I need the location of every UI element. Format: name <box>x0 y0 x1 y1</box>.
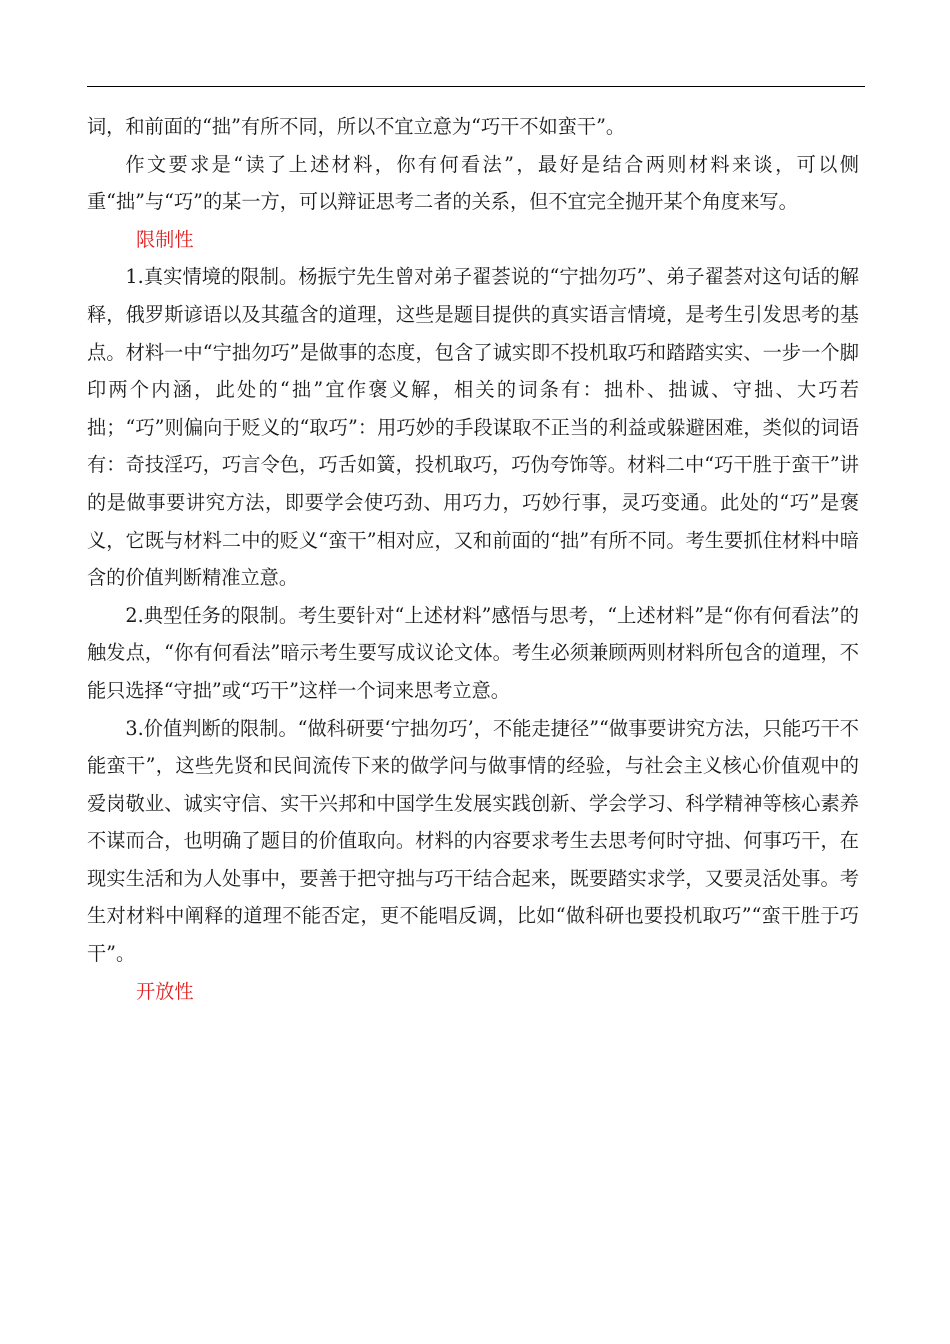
paragraph-writing-requirement: 作文要求是“读了上述材料，你有何看法”，最好是结合两则材料来谈，可以侧重“拙”与“巧”的某一方，可以辩证思考二者的关系，但不宜完全抛开某个角度来写。 <box>87 152 859 214</box>
paragraph-real-context-restriction: 1.真实情境的限制。杨振宁先生曾对弟子翟荟说的“宁拙勿巧”、弟子翟荟对这句话的解释，俄罗斯谚语以及其蕴含的道理，这些是题目提供的真实语言情境，是考生引发思考的基点。材料一中“宁拙勿巧”是做事的态度，包含了诚实即不投机取巧和踏踏实实、一步一个脚印两个内涵，此处的“拙”宜作褒义解，相关的词条有：拙朴、拙诚、守拙、大巧若拙；“巧”则偏向于贬义的“取巧”：用巧妙的手段谋取不正当的利益或躲避困难，类似的词语有：奇技淫巧，巧言令色，巧舌如簧，投机取巧，巧伪夸饰等。材料二中“巧干胜于蛮干”讲的是做事要讲究方法，即要学会使巧劲、用巧力，巧妙行事，灵巧变通。此处的“巧”是褒义，它既与材料二中的贬义“蛮干”相对应，又和前面的“拙”有所不同。考生要抓住材料中暗含的价值判断精准立意。 <box>87 265 859 590</box>
section-heading-restrictiveness: 限制性 <box>135 227 194 251</box>
document-body <box>87 108 859 1010</box>
paragraph-value-judgment-restriction: 3.价值判断的限制。“做科研要‘宁拙勿巧’，不能走捷径”“做事要讲究方法，只能巧干不能蛮干”，这些先贤和民间流传下来的做学问与做事情的经验，与社会主义核心价值观中的爱岗敬业、诚实守信、实干兴邦和中国学生发展实践创新、学会学习、科学精神等核心素养不谋而合，也明确了题目的价值取向。材料的内容要求考生去思考何时守拙、何事巧干，在现实生活和为人处事中，要善于把守拙与巧干结合起来，既要踏实求学，又要灵活处事。考生对材料中阐释的道理不能否定，更不能唱反调，比如“做科研也要投机取巧”“蛮干胜于巧干”。 <box>87 716 859 966</box>
paragraph-typical-task-restriction: 2.典型任务的限制。考生要针对“上述材料”感悟与思考，“上述材料”是“你有何看法”的触发点，“你有何看法”暗示考生要写成议论文体。考生必须兼顾两则材料所包含的道理，不能只选择“守拙”或“巧干”这样一个词来思考立意。 <box>87 603 859 702</box>
header-rule <box>87 86 865 87</box>
paragraph-continuation: 词，和前面的“拙”有所不同，所以不宜立意为“巧干不如蛮干”。 <box>87 115 626 138</box>
section-heading-openness: 开放性 <box>135 979 194 1003</box>
